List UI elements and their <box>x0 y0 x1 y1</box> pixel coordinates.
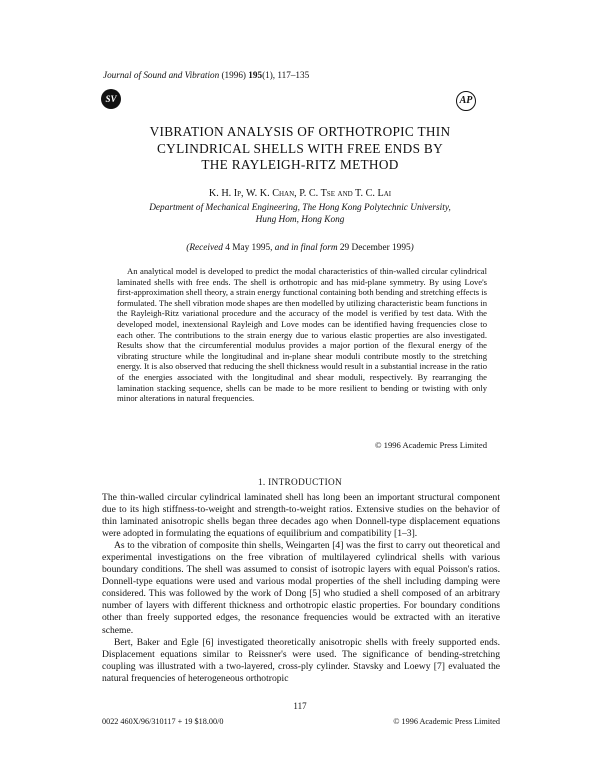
paper-title <box>100 124 500 174</box>
title-line-3: THE RAYLEIGH-RITZ METHOD <box>201 157 399 172</box>
journal-issue-pages: (1), 117–135 <box>262 70 310 80</box>
title-line-1: VIBRATION ANALYSIS OF ORTHOTROPIC THIN <box>149 124 451 139</box>
journal-name: Journal of Sound and Vibration <box>103 70 220 80</box>
authors <box>100 188 500 199</box>
section-heading-introduction: 1. INTRODUCTION <box>257 478 343 488</box>
journal-volume: 195 <box>248 70 263 80</box>
page-number: 117 <box>293 701 307 711</box>
sv-logo-icon: SV <box>101 89 121 109</box>
body-paragraph-2: As to the vibration of composite thin shells, Weingarten [4] was the first to carry out theoretical and experimental investigations on the free vibration of multilayered cylindrical shells with various boundary conditions. The shell was assumed to consist of isotropic layers with equal Poisson's ratios. Donnell-type equations were used and various modal properties of the shell including damping were considered. This was followed by the work of Dong [5] who studied a shell composed of an arbitrary number of layers with different thickness and orthotropic elastic properties. For boundary conditions other than freely supported edges, the resonance frequencies would be extracted with an iterative scheme. <box>102 540 500 636</box>
body-paragraph-3: Bert, Baker and Egle [6] investigated theoretically anisotropic shells with freely supported ends. Displacement equations similar to Reissner's were used. The significance of bending-stretching coupling was illustrated with a two-layered, cross-ply cylinder. Stavsky and Loewy [7] evaluated the natural frequencies of heterogeneous orthotropic <box>102 636 500 684</box>
title-line-2: CYLINDRICAL SHELLS WITH FREE ENDS BY <box>157 140 443 156</box>
abstract: An analytical model is developed to predict the modal characteristics of thin-walled circular cylindrical laminated shells with free ends. The shell is orthotropic and has mid-plane symmetry. By using Love's first-approximation shell theory, a strain energy functional containing both bending and stretching effects is formulated. The shell vibration mode shapes are then modelled by utilizing characteristic beam functions in the Rayleigh-Ritz variational procedure and the accuracy of the model is verified by test data. With the developed model, inextensional Rayleigh and Love modes can be identified having frequencies close to each other. The contributions to the strain energy due to various elastic properties are also investigated. Results show that the circumferential modulus provides a major portion of the flexural energy of the vibrating structure while the longitudinal and in-plane shear moduli contribute mostly to the stretching energy. It is also observed that reducing the shell thickness would result in a substantial increase in the ratio of the energies associated with the longitudinal and shear moduli, respectively. By rearranging the lamination stacking sequence, shells can be made to be more resilient to bending or twisting with only minor alterations in natural frequencies. <box>117 266 487 404</box>
affiliation-line-1: Department of Mechanical Engineering, The Hong Kong Polytechnic University, <box>149 203 451 213</box>
ap-logo-icon: AP <box>456 91 476 111</box>
body-text <box>102 492 500 685</box>
journal-year: (1996) <box>221 70 246 80</box>
footer-issn: 0022 460X/96/310117 + 19 $18.00/0 <box>102 717 224 726</box>
affiliation-line-2: Hung Hom, Hong Kong <box>255 215 345 225</box>
final-form-date: 29 December 1995 <box>339 243 411 253</box>
abstract-copyright: © 1996 Academic Press Limited <box>374 440 487 450</box>
journal-citation <box>103 70 309 80</box>
affiliation <box>100 202 500 226</box>
body-paragraph-1: The thin-walled circular cylindrical laminated shell has long been an important structural component due to its high stiffness-to-weight and strength-to-weight ratios. Extensive studies on the behavior of thin laminated anisotropic shells began three decades ago when Donnell-type displacement equations were adopted in formulating the equations of equilibrium and compatibility [1–3]. <box>102 492 500 540</box>
author-list: K. H. Ip, W. K. Chan, P. C. Tse and T. C. Lai <box>208 188 392 199</box>
received-date: 4 May 1995 <box>225 243 271 253</box>
received-dates: (Received 4 May 1995, and in final form 29 December 1995) <box>186 243 414 253</box>
footer-copyright: © 1996 Academic Press Limited <box>393 717 500 726</box>
